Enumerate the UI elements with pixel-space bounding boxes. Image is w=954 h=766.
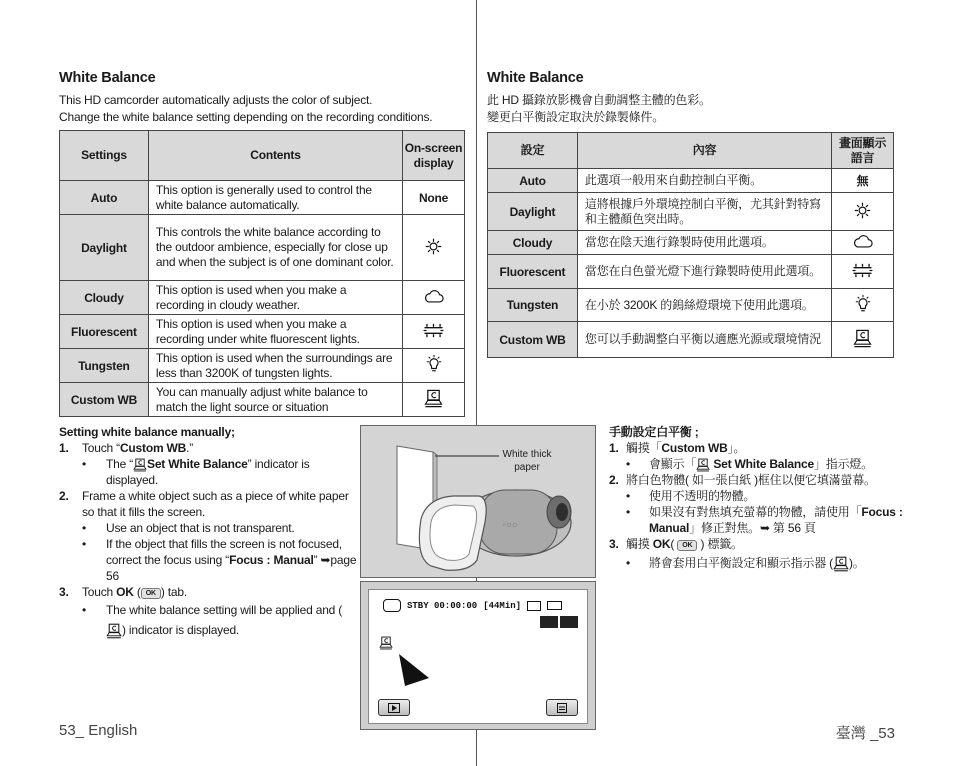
- left-page-number: 53_ English: [59, 722, 138, 739]
- table-row-content: This option is generally used to control the white balance automatically.: [148, 181, 402, 215]
- storage-icon: [527, 601, 541, 611]
- table-row-setting: Daylight: [60, 215, 149, 281]
- custom-wb-icon: [424, 389, 443, 408]
- table-row-content: This controls the white balance according to the outdoor ambience, especially for close up and when the subject is of one dominant color.: [148, 215, 402, 281]
- quality-icons: [540, 616, 578, 628]
- table-row-setting: Fluorescent: [60, 315, 149, 349]
- table-row-content: This option is used when you make a recording under white fluorescent lights.: [148, 315, 402, 349]
- table-row-content: This option is used when the surroundings are less than 3200K of tungsten lights.: [148, 349, 402, 383]
- right-page-number: 臺灣 _53: [835, 725, 895, 742]
- lcd-display: [368, 589, 588, 724]
- right-intro-1: 此 HD 攝錄放影機會自動調整主體的色彩。: [487, 93, 711, 107]
- playback-button[interactable]: [378, 699, 410, 716]
- custom-wb-icon: [133, 458, 147, 472]
- right-white-balance-table: [487, 132, 894, 358]
- custom-wb-icon: [106, 623, 122, 639]
- manual-heading: 手動設定白平衡 ;: [609, 425, 699, 439]
- ok-tab-icon: OK: [677, 540, 697, 551]
- right-section-title: White Balance: [487, 70, 584, 86]
- table-row-setting: Tungsten: [488, 289, 578, 322]
- resolution-icon: [540, 616, 558, 628]
- table-row-setting: Auto: [60, 181, 149, 215]
- fluorescent-icon: [423, 323, 444, 338]
- cloud-icon: [853, 234, 873, 249]
- figure-label: White thick paper: [502, 449, 552, 473]
- step-2: 2. Frame a white object such as a piece of white paper so that it fills the screen.: [59, 489, 349, 519]
- menu-icon: [557, 703, 567, 713]
- table-header-settings: Settings: [60, 131, 149, 181]
- lcd-status-bar: [383, 599, 562, 612]
- step-2-bullet-2: • 如果沒有對焦填充螢幕的物體，請使用「Focus : Manual」修正對焦。➥ 第 56 頁: [626, 505, 903, 535]
- sun-icon: [425, 238, 442, 255]
- table-row-content: This option is used when you make a recording in cloudy weather.: [148, 281, 402, 315]
- step-2-bullet-1: • Use an object that is not transparent.: [82, 521, 295, 535]
- step-3-bullet: • The white balance setting will be applied and () indicator is displayed.: [82, 603, 343, 637]
- hd-icon: [560, 616, 578, 628]
- table-row-content: 您可以手動調整白平衡以適應光源或環境情況: [577, 322, 831, 358]
- table-row-content: 此選項一般用來自動控制白平衡。: [577, 169, 831, 193]
- table-row-setting: Tungsten: [60, 349, 149, 383]
- custom-wb-icon: [833, 556, 849, 572]
- custom-wb-icon: [853, 329, 872, 348]
- lcd-status-text: STBY 00:00:00: [407, 600, 478, 611]
- battery-icon: [547, 601, 562, 610]
- right-manual-steps: [609, 424, 909, 574]
- left-intro-1: This HD camcorder automatically adjusts the color of subject.: [59, 93, 373, 107]
- table-header-display: 畫面顯示語言: [832, 133, 894, 169]
- table-row-setting: Custom WB: [488, 322, 578, 358]
- step-1-bullet: • The “ Set White Balance” indicator is displayed.: [82, 457, 310, 487]
- tungsten-icon: [425, 355, 443, 373]
- custom-wb-icon: [696, 458, 710, 472]
- lcd-remaining-time: [44Min]: [483, 600, 522, 611]
- pointer-arrow-icon: [395, 652, 431, 688]
- custom-wb-icon: [379, 636, 393, 650]
- table-row-content: You can manually adjust white balance to match the light source or situation: [148, 383, 402, 417]
- left-manual-steps: [59, 424, 357, 640]
- table-row-setting: Cloudy: [488, 231, 578, 255]
- table-header-contents: Contents: [148, 131, 402, 181]
- step-1: 1. Touch “Custom WB.”: [59, 441, 194, 455]
- camera-mode-icon: [383, 599, 401, 612]
- cloud-icon: [424, 289, 444, 304]
- table-row-content: 當您在白色螢光燈下進行錄製時使用此選項。: [577, 255, 831, 289]
- right-intro-2: 變更白平衡設定取決於錄製條件。: [487, 110, 665, 124]
- lcd-screen-illustration: [360, 581, 596, 730]
- left-section-title: White Balance: [59, 70, 156, 86]
- table-row-setting: Cloudy: [60, 281, 149, 315]
- left-intro-2: Change the white balance setting depending on the recording conditions.: [59, 110, 433, 124]
- step-2: 2. 將白色物體( 如一張白紙 )框住以便它填滿螢幕。: [609, 473, 876, 487]
- table-row-setting: Auto: [488, 169, 578, 193]
- step-3-bullet: • 將會套用白平衡設定和顯示指示器 ( )。: [626, 556, 865, 570]
- svg-text:○ ▢ ▢: ○ ▢ ▢: [503, 522, 517, 527]
- menu-button[interactable]: [546, 699, 578, 716]
- play-icon: [388, 703, 400, 713]
- step-3: 3. 觸摸 OK( OK ) 標籤。: [609, 537, 743, 551]
- table-header-contents: 內容: [577, 133, 831, 169]
- step-2-bullet-1: • 使用不透明的物體。: [626, 489, 756, 503]
- sun-icon: [854, 202, 871, 219]
- step-1-bullet: • 會顯示「 Set White Balance」指示燈。: [626, 457, 873, 471]
- fluorescent-icon: [852, 263, 873, 278]
- table-row-setting: Daylight: [488, 193, 578, 231]
- table-row-display-none: None: [403, 181, 465, 215]
- table-row-content: 這將根據戶外環境控制白平衡，尤其針對特寫和主體顏色突出時。: [577, 193, 831, 231]
- tungsten-icon: [854, 295, 872, 313]
- table-header-display: On-screen display: [403, 131, 465, 181]
- table-row-setting: Custom WB: [60, 383, 149, 417]
- manual-heading: Setting white balance manually;: [59, 425, 235, 439]
- ok-tab-icon: OK: [141, 588, 161, 599]
- step-3: 3. Touch OK ( OK ) tab.: [59, 585, 187, 599]
- table-header-settings: 設定: [488, 133, 578, 169]
- left-white-balance-table: [59, 130, 465, 417]
- camcorder-illustration: [360, 425, 596, 578]
- step-2-bullet-2: • If the object that fills the screen is not focused, correct the focus using “Focus : Manual” ➥page 56: [82, 537, 357, 583]
- table-row-setting: Fluorescent: [488, 255, 578, 289]
- table-row-content: 當您在陰天進行錄製時使用此選項。: [577, 231, 831, 255]
- table-row-display-none: 無: [832, 169, 894, 193]
- table-row-content: 在小於 3200K 的鎢絲燈環境下使用此選項。: [577, 289, 831, 322]
- step-1: 1. 觸摸「Custom WB」。: [609, 441, 746, 455]
